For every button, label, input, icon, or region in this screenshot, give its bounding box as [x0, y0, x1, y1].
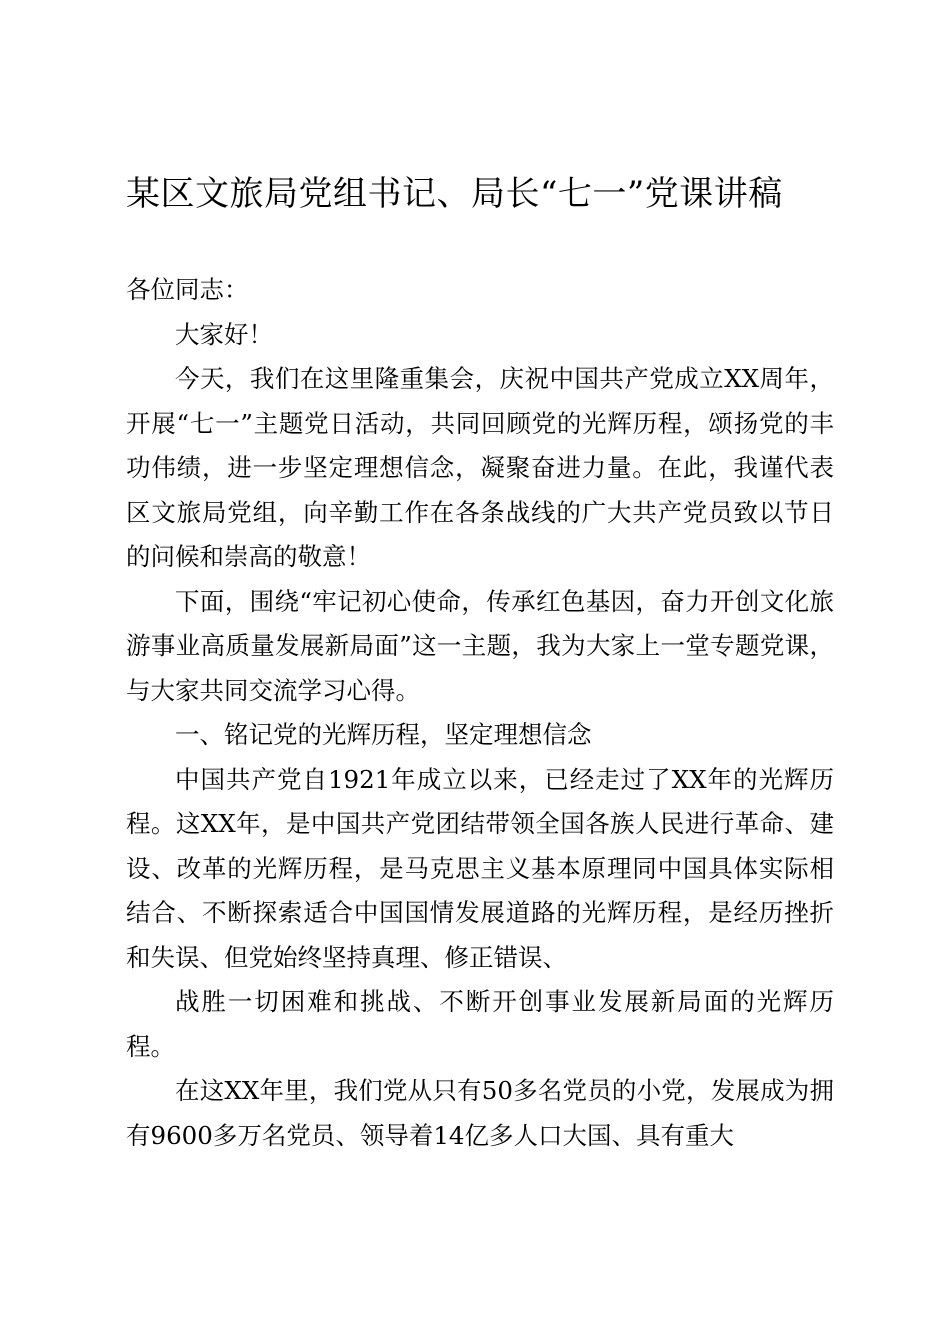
paragraph-history-continued: 战胜一切困难和挑战、不断开创事业发展新局面的光辉历程。 — [126, 987, 834, 1061]
section-heading: 一、铭记党的光辉历程，坚定理想信念 — [175, 720, 592, 749]
paragraph-growth: 在这XX年里，我们党从只有50多名党员的小党，发展成为拥有9600多万名党员、领导着14亿多人口大国、具有重大 — [126, 1076, 834, 1150]
document-body — [126, 268, 834, 1158]
paragraph-history: 中国共产党自1921年成立以来，已经走过了XX年的光辉历程。这XX年，是中国共产党团结带领全国各族人民进行革命、建设、改革的光辉历程，是马克思主义基本原理同中国具体实际相结合、不断探索适合中国国情发展道路的光辉历程，是经历挫折和失误、但党始终坚持真理、修正错误、 — [126, 764, 834, 972]
paragraph-greeting: 大家好！ — [175, 319, 273, 349]
document-title: 某区文旅局党组书记、局长“七一”党课讲稿 — [126, 174, 783, 214]
paragraph-opening: 今天，我们在这里隆重集会，庆祝中国共产党成立XX周年，开展“七一”主题党日活动，共同回顾党的光辉历程，颂扬党的丰功伟绩，进一步坚定理想信念，凝聚奋进力量。在此，我谨代表区文旅局党组，向辛勤工作在各条战线的广大共产党员致以节日的问候和崇高的敬意！ — [126, 364, 834, 571]
paragraph-topic: 下面，围绕“牢记初心使命，传承红色基因，奋力开创文化旅游事业高质量发展新局面”这一主题，我为大家上一堂专题党课，与大家共同交流学习心得。 — [126, 586, 834, 705]
salutation: 各位同志： — [126, 275, 249, 304]
